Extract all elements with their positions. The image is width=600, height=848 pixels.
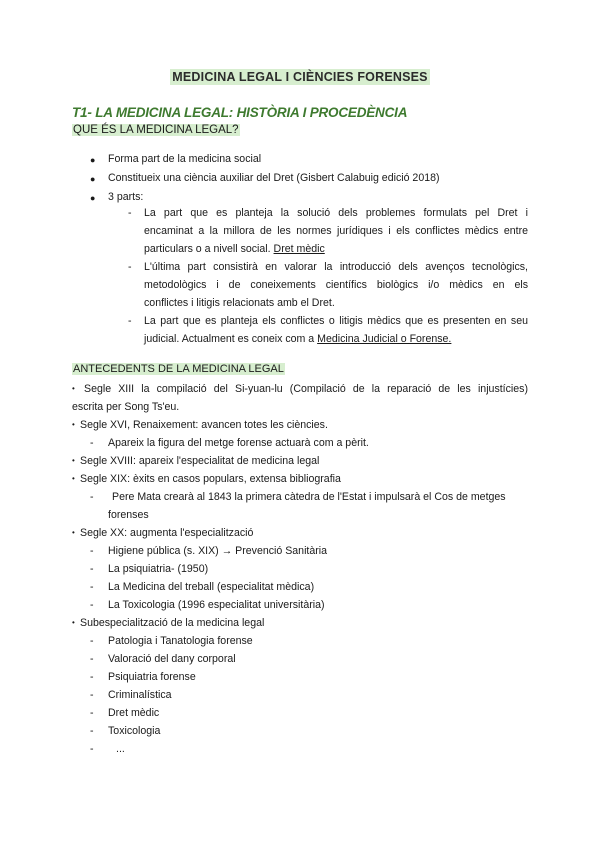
list-item: Toxicologia — [108, 725, 161, 737]
bullet-dot-icon: ● — [90, 174, 96, 184]
bullet-dot-icon: • — [72, 474, 75, 483]
bullet-dot-icon: • — [72, 528, 75, 537]
list-item: Valoració del dany corporal — [108, 653, 236, 665]
part-1-line: encaminat a la millora de les normes jurídiques i els conflictes mèdics entre — [144, 225, 528, 237]
list-item: Segle XX: augmenta l'especialització — [80, 527, 254, 539]
bullet-dot-icon: ● — [90, 155, 96, 165]
dash-marker: - — [90, 545, 94, 557]
dret-medic-link[interactable]: Dret mèdic — [273, 243, 325, 255]
dash-marker: - — [128, 315, 132, 327]
bullet-dot-icon: • — [72, 420, 75, 429]
section-heading-antecedents: ANTECEDENTS DE LA MEDICINA LEGAL — [73, 363, 284, 375]
list-item: Forma part de la medicina social — [108, 153, 262, 165]
dash-marker: - — [90, 599, 94, 611]
list-item: forenses — [108, 509, 149, 521]
part-2-line: metodològics i de coneixements científics biològics i/o mèdics en els — [144, 279, 528, 291]
list-item: La Toxicologia (1996 especialitat universitària) — [108, 599, 325, 611]
bullet-dot-icon: • — [72, 384, 75, 393]
bullet-dot-icon: • — [72, 456, 75, 465]
dash-marker: - — [90, 689, 94, 701]
dash-marker: - — [90, 581, 94, 593]
dash-marker: - — [90, 635, 94, 647]
dash-marker: - — [90, 653, 94, 665]
medicina-judicial-link[interactable]: Medicina Judicial o Forense. — [317, 333, 452, 345]
bullet-dot-icon: • — [72, 618, 75, 627]
dash-marker: - — [128, 261, 132, 273]
dash-marker: - — [90, 725, 94, 737]
dash-marker: - — [90, 491, 94, 503]
section-heading-t1: T1- LA MEDICINA LEGAL: HISTÒRIA I PROCEDÈNCIA — [72, 105, 408, 120]
list-item: Dret mèdic — [108, 707, 160, 719]
list-item: Higiene pública (s. XIX) → Prevenció Sanitària — [108, 545, 328, 557]
list-item: Segle XVIII: apareix l'especialitat de medicina legal — [80, 455, 320, 467]
dash-marker: - — [128, 207, 132, 219]
dash-marker: - — [90, 707, 94, 719]
list-item: Patologia i Tanatologia forense — [108, 635, 253, 647]
list-item: Subespecialització de la medicina legal — [80, 617, 265, 629]
part-1-line: particulars o a nivell social. Dret mèdic — [144, 243, 325, 255]
dash-marker: - — [90, 437, 94, 449]
part-3-line: judicial. Actualment es coneix com a Medicina Judicial o Forense. — [144, 333, 452, 345]
part-2-line: L'última part consistirà en valorar la introducció dels avenços tecnològics, — [144, 261, 528, 273]
list-item: Psiquiatria forense — [108, 671, 196, 683]
dash-marker: - — [90, 743, 94, 755]
list-item: La Medicina del treball (especialitat mèdica) — [108, 581, 315, 593]
list-item: Segle XVI, Renaixement: avancen totes les ciències. — [80, 419, 328, 431]
list-item: Pere Mata crearà al 1843 la primera càtedra de l'Estat i impulsarà el Cos de metges — [112, 491, 506, 503]
list-item: Segle XIX: èxits en casos populars, extensa bibliografia — [80, 473, 341, 485]
list-item: Constitueix una ciència auxiliar del Dret (Gisbert Calabuig edició 2018) — [108, 172, 440, 184]
list-item: La psiquiatria- (1950) — [108, 563, 209, 575]
list-item: ... — [116, 743, 125, 755]
part-2-line: conflictes i litigis relacionats amb el Dret. — [144, 297, 335, 309]
list-item: escrita per Song Ts'eu. — [72, 401, 180, 413]
part-1-line: La part que es planteja la solució dels problemes formulats pel Dret i — [144, 207, 528, 219]
list-item: 3 parts: — [108, 191, 144, 203]
subheading-what-is: QUE ÉS LA MEDICINA LEGAL? — [73, 124, 239, 136]
list-item: Segle XIII la compilació del Si-yuan-lu (Compilació de la reparació de les injustícies) — [84, 383, 528, 395]
dash-marker: - — [90, 563, 94, 575]
list-item: Criminalística — [108, 689, 172, 701]
dash-marker: - — [90, 671, 94, 683]
document-title: MEDICINA LEGAL I CIÈNCIES FORENSES — [172, 70, 428, 84]
bullet-dot-icon: ● — [90, 193, 96, 203]
part-3-line: La part que es planteja els conflictes o litigis mèdics que es presenten en seu — [144, 315, 528, 327]
list-item: Apareix la figura del metge forense actuarà com a pèrit. — [108, 437, 369, 449]
